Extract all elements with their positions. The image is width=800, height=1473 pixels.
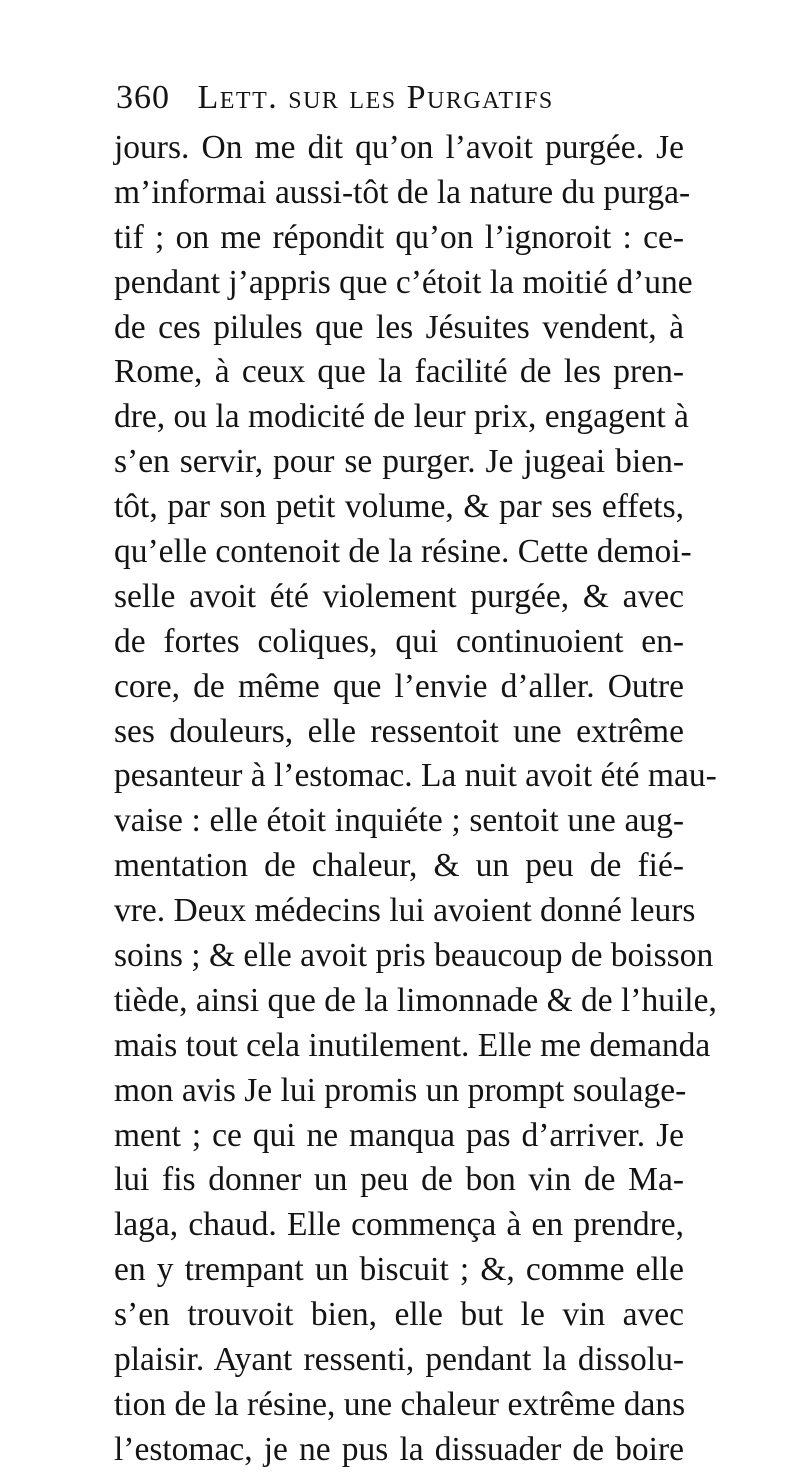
text-line: vre. Deux médecins lui avoient donné leurs — [114, 892, 696, 930]
text-line: vaise : elle étoit inquiéte ; sentoit une aug- — [114, 802, 684, 840]
text-line: tif ; on me répondit qu’on l’ignoroit : ce- — [114, 218, 684, 256]
text-line: pesanteur à l’estomac. La nuit avoit été mau- — [114, 757, 717, 795]
text-line: l’estomac, je ne pus la dissuader de boire — [114, 1430, 684, 1468]
text-line: mentation de chaleur, & un peu de fié- — [114, 847, 684, 885]
text-line: de fortes coliques, qui continuoient en- — [114, 622, 684, 660]
text-line: Rome, à ceux que la facilité de les pren- — [114, 353, 684, 391]
text-line: soins ; & elle avoit pris beaucoup de boisson — [114, 937, 714, 975]
text-line: lui fis donner un peu de bon vin de Ma- — [114, 1161, 684, 1199]
text-line: de ces pilules que les Jésuites vendent, à — [114, 308, 684, 346]
text-line: tôt, par son petit volume, & par ses effets, — [114, 488, 684, 526]
text-line: s’en trouvoit bien, elle but le vin avec — [114, 1296, 684, 1334]
text-line: selle avoit été violement purgée, & avec — [114, 577, 684, 615]
page-number: 360 — [116, 79, 170, 116]
text-line: tiède, ainsi que de la limonnade & de l’huile, — [114, 981, 717, 1019]
text-line: tion de la résine, une chaleur extrême dans — [114, 1385, 686, 1423]
text-line: qu’elle contenoit de la résine. Cette demoi- — [114, 533, 692, 571]
text-line: core, de même que l’envie d’aller. Outre — [114, 667, 684, 705]
text-line: ment ; ce qui ne manqua pas d’arriver. Je — [114, 1116, 684, 1154]
text-line: mais tout cela inutilement. Elle me demanda — [114, 1026, 711, 1064]
page-header — [116, 76, 696, 120]
text-line: plaisir. Ayant ressenti, pendant la dissolu- — [114, 1341, 684, 1379]
text-line: dre, ou la modicité de leur prix, engagent à — [114, 398, 689, 436]
text-line: pendant j’appris que c’étoit la moitié d’une — [114, 263, 693, 301]
text-line: jours. On me dit qu’on l’avoit purgée. Je — [114, 129, 684, 166]
running-title: Lett. sur les Purgatifs — [197, 79, 554, 116]
text-line: laga, chaud. Elle commença à en prendre, — [114, 1206, 684, 1244]
text-line: mon avis Je lui promis un prompt soulage- — [114, 1071, 687, 1109]
text-line: s’en servir, pour se purger. Je jugeai bien- — [114, 443, 684, 481]
text-line: en y trempant un biscuit ; &, comme elle — [114, 1251, 684, 1289]
body-text — [114, 126, 717, 1473]
text-line: m’informai aussi-tôt de la nature du purga- — [114, 173, 691, 211]
text-line: ses douleurs, elle ressentoit une extrême — [114, 712, 684, 750]
